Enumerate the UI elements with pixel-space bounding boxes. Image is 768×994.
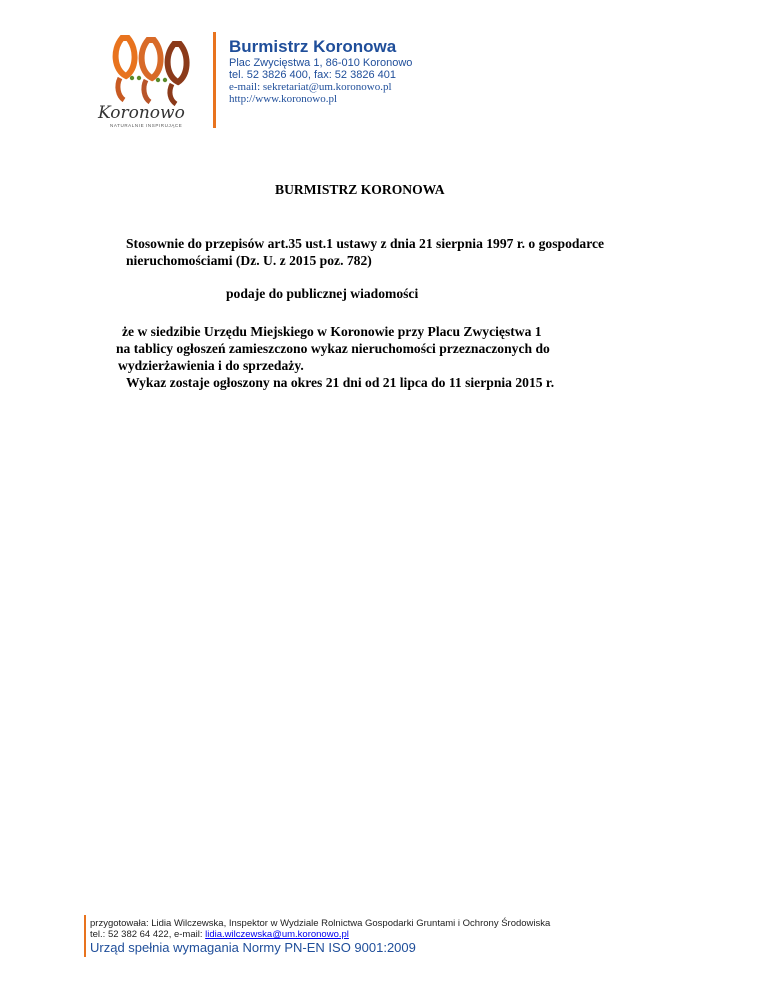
footer-contact-prefix: tel.: 52 382 64 422, e-mail: bbox=[90, 929, 206, 940]
announcement-line: podaje do publicznej wiadomości bbox=[226, 286, 419, 301]
footer-contact bbox=[90, 929, 349, 940]
letterhead-email: e-mail: sekretariat@um.koronowo.pl bbox=[229, 81, 392, 93]
logo-tagline: NATURALNIE INSPIRUJĄCE bbox=[110, 123, 183, 128]
koronowo-logo bbox=[96, 30, 212, 130]
body-line-3: wydzierżawienia i do sprzedaży. bbox=[118, 358, 304, 373]
letterhead-title: Burmistrz Koronowa bbox=[229, 37, 397, 56]
body-line-1: że w siedzibie Urzędu Miejskiego w Koronowie przy Placu Zwycięstwa 1 bbox=[122, 324, 542, 339]
letterhead-website: http://www.koronowo.pl bbox=[229, 93, 338, 105]
letterhead-address: Plac Zwycięstwa 1, 86-010 Koronowo bbox=[229, 57, 413, 69]
intro-line-1: Stosownie do przepisów art.35 ust.1 ustawy z dnia 21 sierpnia 1997 r. o gospodarce bbox=[126, 236, 605, 251]
footer-email-link[interactable]: lidia.wilczewska@um.koronowo.pl bbox=[205, 929, 349, 940]
body-line-2: na tablicy ogłoszeń zamieszczono wykaz nieruchomości przeznaczonych do bbox=[116, 341, 550, 356]
koronowo-logo-icon bbox=[96, 30, 212, 130]
body-line-4: Wykaz zostaje ogłoszony na okres 21 dni od 21 lipca do 11 sierpnia 2015 r. bbox=[126, 375, 555, 390]
document-heading: BURMISTRZ KORONOWA bbox=[275, 182, 445, 197]
logo-text: Koronowo bbox=[98, 103, 185, 123]
intro-line-2: nieruchomościami (Dz. U. z 2015 poz. 782) bbox=[126, 253, 372, 268]
footer-divider bbox=[84, 915, 86, 957]
header-divider bbox=[213, 32, 216, 128]
letterhead bbox=[229, 37, 412, 105]
footer-iso-statement: Urząd spełnia wymagania Normy PN-EN ISO 9001:2009 bbox=[90, 940, 416, 955]
letterhead-phone: tel. 52 3826 400, fax: 52 3826 401 bbox=[229, 69, 396, 81]
footer-prepared-by: przygotowała: Lidia Wilczewska, Inspektor w Wydziale Rolnictwa Gospodarki Gruntami i Ochrony Środowiska bbox=[90, 918, 551, 929]
